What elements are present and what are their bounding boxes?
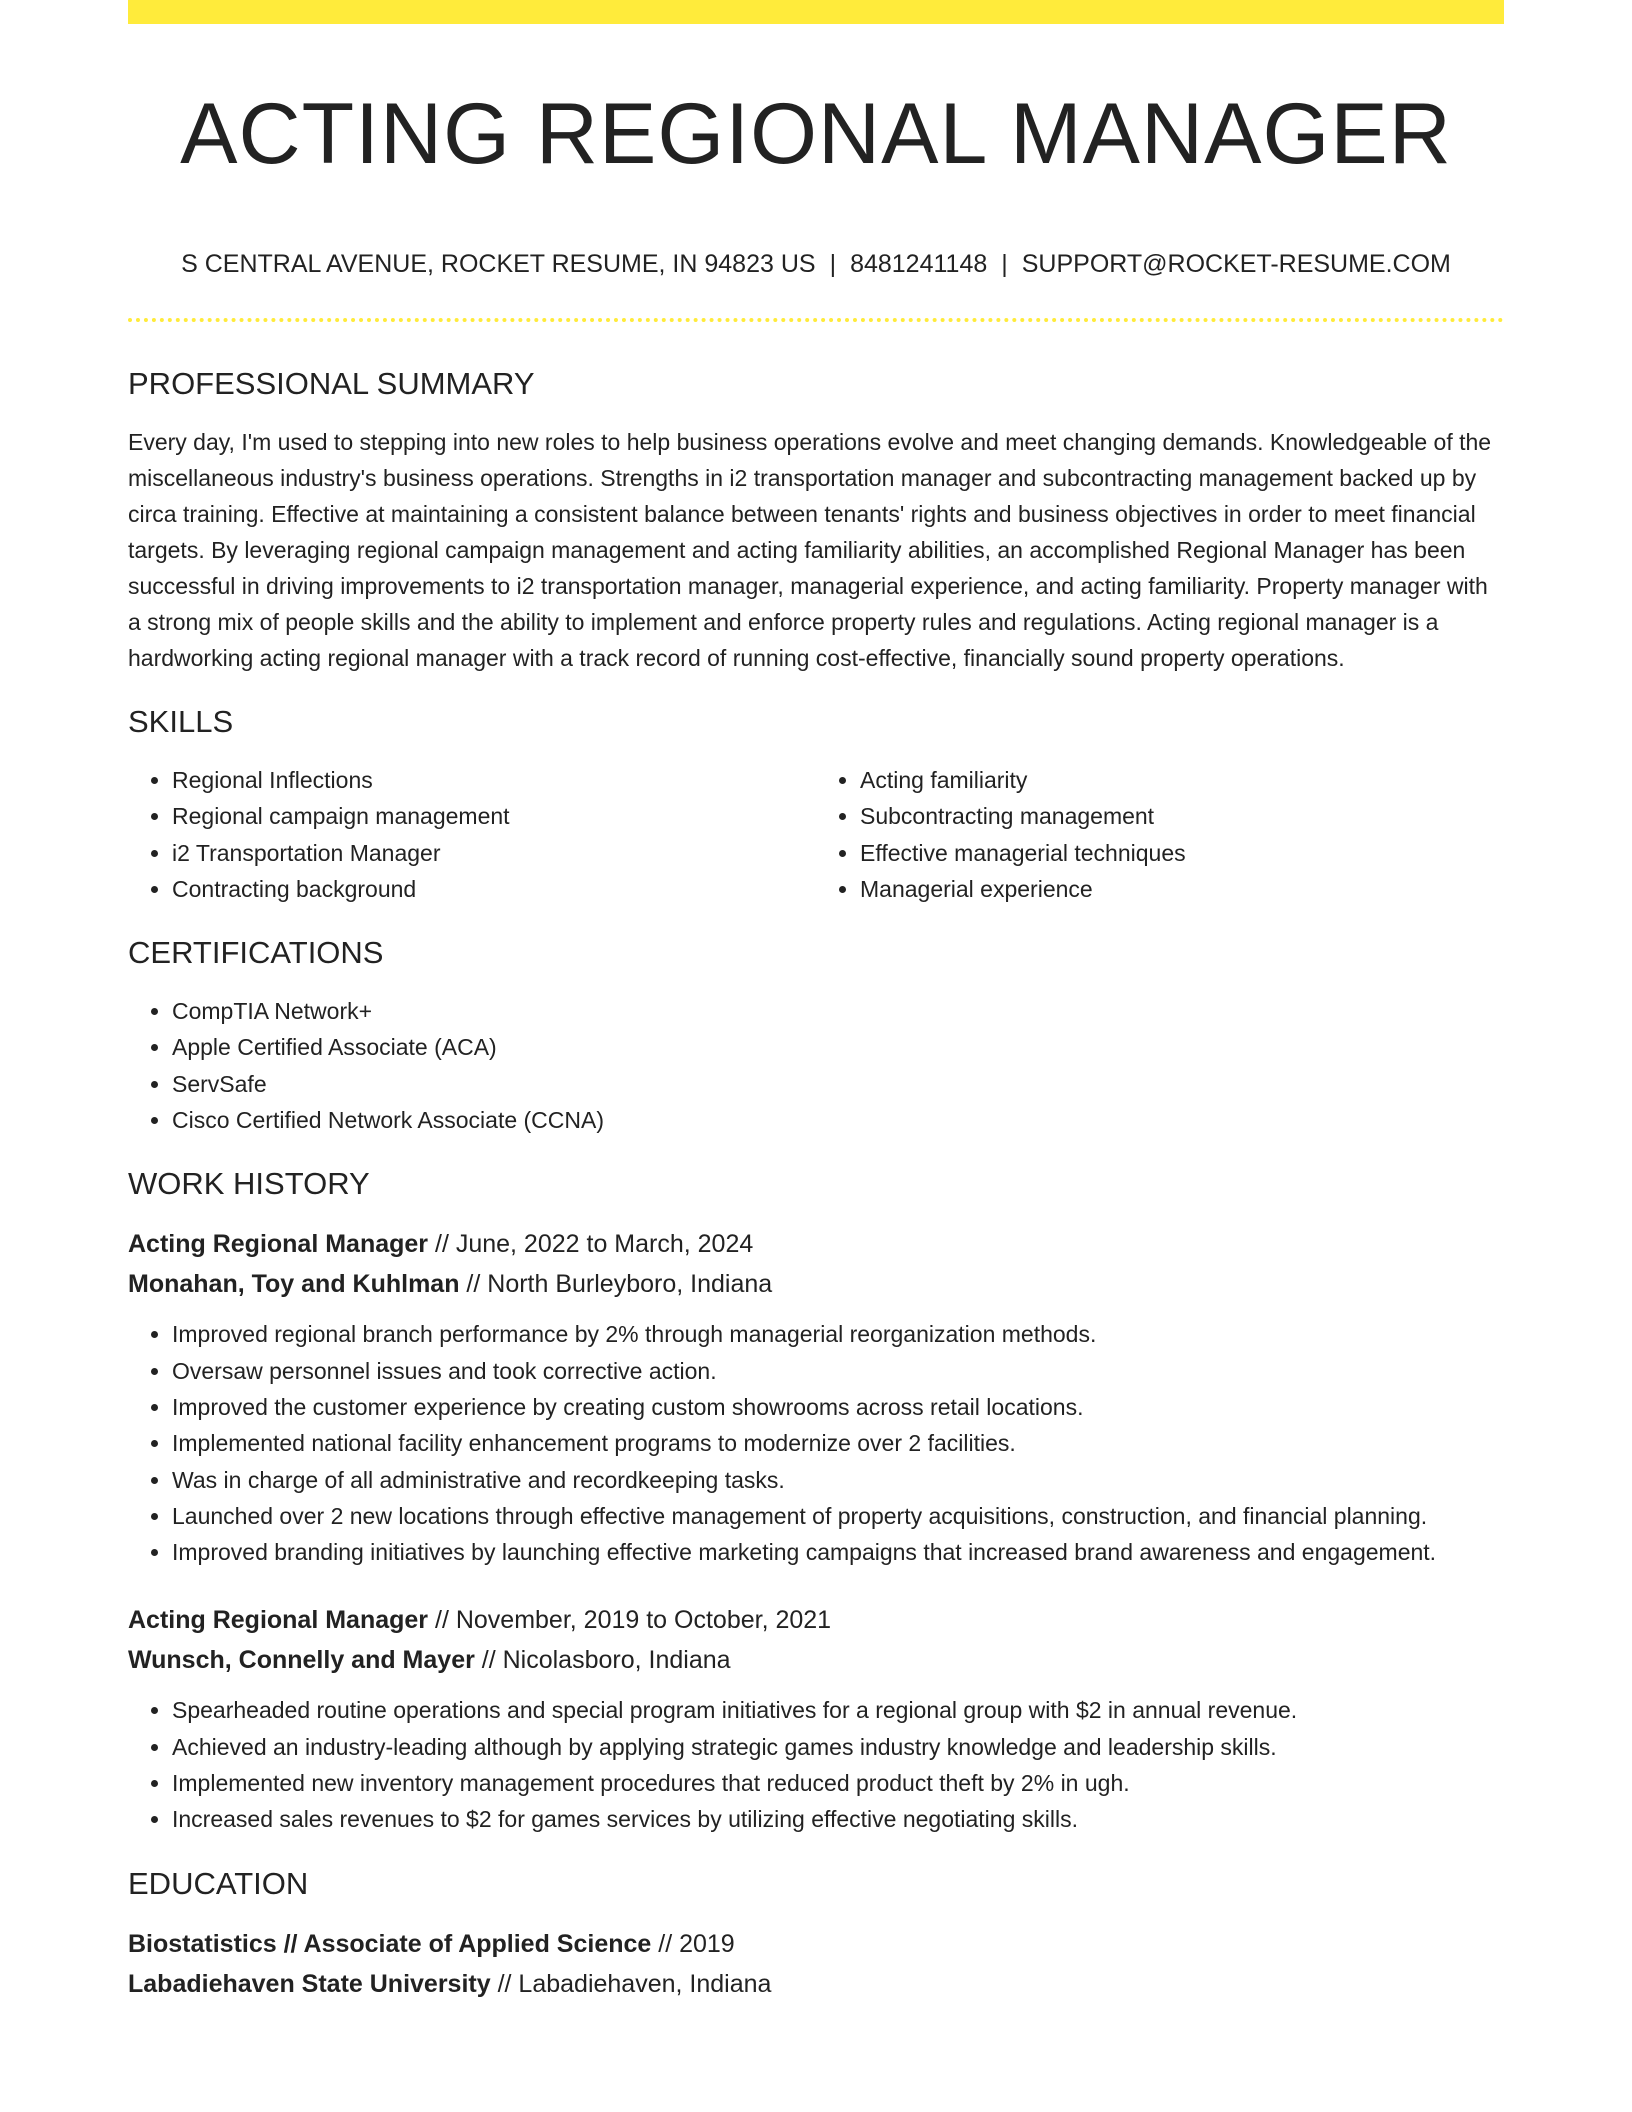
job-bullet: • Increased sales revenues to $2 for games services by utilizing effective negotiating skills. (172, 1801, 1504, 1837)
job-title: Acting Regional Manager (128, 1230, 429, 1259)
job-bullet: • Implemented new inventory management procedures that reduced product theft by 2% in ugh. (172, 1765, 1504, 1801)
education-section (128, 1864, 1504, 2004)
skills-list-left (128, 762, 816, 907)
resume-page (128, 0, 1504, 2004)
certification-item: • Cisco Certified Network Associate (CCNA) (172, 1102, 1504, 1138)
job-bullet: • Spearheaded routine operations and special program initiatives for a regional group with $2 in annual revenue. (172, 1692, 1504, 1728)
job-bullets (128, 1692, 1504, 1837)
skill-item: • Regional campaign management (172, 798, 816, 834)
separator: | (829, 250, 837, 278)
job-bullet: • Implemented national facility enhancement programs to modernize over 2 facilities. (172, 1425, 1504, 1461)
job-bullet: • Improved the customer experience by creating custom showrooms across retail locations. (172, 1389, 1504, 1425)
skills-section (128, 702, 1504, 907)
job-bullets (128, 1316, 1504, 1570)
education-degree: Biostatistics // Associate of Applied Science (128, 1929, 652, 1958)
education-entry (128, 1924, 1504, 2004)
skill-item: • Managerial experience (860, 871, 1504, 907)
job-entry (128, 1600, 1504, 1837)
summary-heading: PROFESSIONAL SUMMARY (128, 366, 535, 401)
education-heading: EDUCATION (128, 1865, 309, 1901)
separator: | (1001, 250, 1008, 278)
skill-item: • Contracting background (172, 871, 816, 907)
education-degree-line (128, 1924, 1504, 1964)
job-location: // North Burleyboro, Indiana (459, 1270, 773, 1299)
job-company: Wunsch, Connelly and Mayer (128, 1646, 475, 1675)
summary-section (128, 364, 1504, 676)
skills-grid (128, 762, 1504, 907)
contact-line (128, 248, 1504, 280)
job-entry (128, 1224, 1504, 1570)
accent-bar (128, 0, 1504, 24)
work-history-heading: WORK HISTORY (128, 1166, 370, 1202)
certifications-list (128, 993, 1504, 1138)
job-bullet: • Improved branding initiatives by launching effective marketing campaigns that increased brand awareness and engagement. (172, 1534, 1504, 1570)
skill-item: • Regional Inflections (172, 762, 816, 798)
certification-item: • CompTIA Network+ (172, 993, 1504, 1029)
job-bullet: • Launched over 2 new locations through effective management of property acquisitions, construction, and financial planning. (172, 1498, 1504, 1534)
work-history-section (128, 1164, 1504, 1837)
certifications-section (128, 933, 1504, 1138)
summary-text: Every day, I'm used to stepping into new roles to help business operations evolve and meet changing demands. Knowledgeable of the miscellaneous industry's business operations. Strengths in i2 transportation manager and subcontracting management backed up by circa training. Effective at maintaining a consistent balance between tenants' rights and business objectives in order to meet financial targets. By leveraging regional campaign management and acting familiarity abilities, an accomplished Regional Manager has been successful in driving improvements to i2 transportation manager, managerial experience, and acting familiarity. Property manager with a strong mix of people skills and the ability to implement and enforce property rules and regulations. Acting regional manager is a hardworking acting regional manager with a track record of running cost-effective, financially sound property operations. (128, 429, 1492, 671)
skills-heading: SKILLS (128, 704, 234, 739)
job-bullet: • Oversaw personnel issues and took corrective action. (172, 1353, 1504, 1389)
education-school-line (128, 1964, 1504, 2004)
email-link[interactable]: SUPPORT@ROCKET-RESUME.COM (1021, 250, 1451, 278)
job-location: // Nicolasboro, Indiana (474, 1646, 731, 1675)
skills-list-right (816, 762, 1504, 907)
job-dates: // November, 2019 to October, 2021 (428, 1606, 832, 1635)
skill-item: • i2 Transportation Manager (172, 835, 816, 871)
dotted-divider (128, 318, 1504, 322)
job-company-line (128, 1640, 1504, 1680)
skill-item: • Acting familiarity (860, 762, 1504, 798)
resume-title: ACTING REGIONAL MANAGER (180, 86, 1452, 182)
certification-item: • Apple Certified Associate (ACA) (172, 1029, 1504, 1065)
job-title: Acting Regional Manager (128, 1606, 429, 1635)
certifications-heading: CERTIFICATIONS (128, 935, 384, 971)
job-company-line (128, 1264, 1504, 1304)
job-dates: // June, 2022 to March, 2024 (428, 1230, 754, 1259)
certification-item: • ServSafe (172, 1066, 1504, 1102)
education-school: Labadiehaven State University (128, 1969, 491, 1998)
address: S CENTRAL AVENUE, ROCKET RESUME, IN 94823 US (181, 250, 816, 278)
job-company: Monahan, Toy and Kuhlman (128, 1270, 460, 1299)
education-location: // Labadiehaven, Indiana (490, 1969, 772, 1998)
job-title-line (128, 1224, 1504, 1264)
education-year: // 2019 (651, 1929, 735, 1958)
job-title-line (128, 1600, 1504, 1640)
skill-item: • Subcontracting management (860, 798, 1504, 834)
job-bullet: • Improved regional branch performance by 2% through managerial reorganization methods. (172, 1316, 1504, 1352)
job-bullet: • Achieved an industry-leading although by applying strategic games industry knowledge and leadership skills. (172, 1729, 1504, 1765)
phone: 8481241148 (850, 250, 988, 278)
skill-item: • Effective managerial techniques (860, 835, 1504, 871)
job-bullet: • Was in charge of all administrative and recordkeeping tasks. (172, 1462, 1504, 1498)
